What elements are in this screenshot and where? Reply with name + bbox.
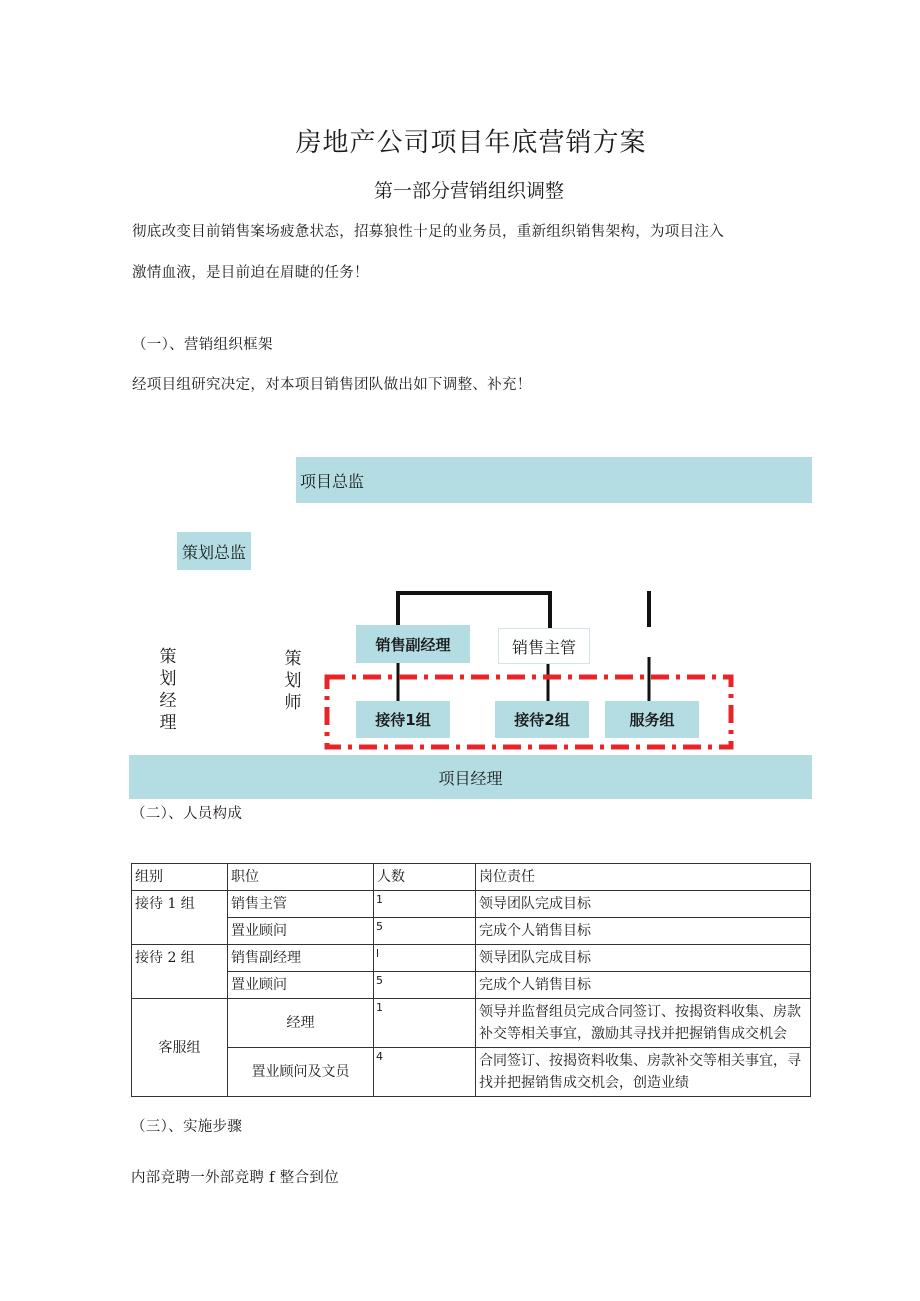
cell-position: 置业顾问 <box>228 972 374 999</box>
planning-manager-text: 策划经理 <box>159 647 177 733</box>
header-group: 组别 <box>132 864 228 891</box>
connector-bracket <box>398 593 550 629</box>
table-row <box>132 918 811 945</box>
cell-group: 接待 2 组 <box>132 945 228 999</box>
cell-count: 5 <box>374 918 476 945</box>
cell-duty: 领导团队完成目标 <box>476 945 811 972</box>
cell-duty: 完成个人销售目标 <box>476 918 811 945</box>
planning-director-label: 策划总监 <box>181 542 246 562</box>
header-count: 人数 <box>374 864 476 891</box>
part-title: 第一部分营销组织调整 <box>373 180 564 202</box>
table-row <box>132 999 811 1048</box>
cell-count: 5 <box>374 972 476 999</box>
cell-position: 销售主管 <box>228 891 374 918</box>
header-position: 职位 <box>228 864 374 891</box>
section-1-text: 经项目组研究决定，对本项目销售团队做出如下调整、补充！ <box>132 377 532 393</box>
cell-group: 客服组 <box>132 999 228 1097</box>
reception-group-1-label: 接待1组 <box>375 711 431 729</box>
director-box <box>296 457 812 503</box>
section-3-heading: （三）、实施步骤 <box>131 1119 243 1135</box>
cell-position: 经理 <box>228 999 374 1048</box>
deputy-sales-manager-box <box>356 625 470 663</box>
intro-line-2: 激情血液，是目前迫在眉睫的任务！ <box>132 265 369 281</box>
reception-group-2-box <box>495 701 589 738</box>
table-row <box>132 972 811 999</box>
header-duty: 岗位责任 <box>476 864 811 891</box>
cell-count: 1 <box>374 999 476 1048</box>
service-group-box <box>605 701 699 738</box>
cell-position: 置业顾问及文员 <box>228 1048 374 1097</box>
project-manager-label: 项目经理 <box>438 768 503 788</box>
intro-line-1: 彻底改变目前销售案场疲惫状态，招募狼性十足的业务员，重新组织销售架构，为项目注入 <box>132 224 724 240</box>
table-row <box>132 891 811 918</box>
sales-supervisor-box <box>498 628 590 664</box>
staff-table <box>131 863 811 1097</box>
planner-text: 策划师 <box>284 649 302 713</box>
sales-supervisor-label: 销售主管 <box>511 637 576 657</box>
planning-manager-label <box>158 646 178 734</box>
cell-position: 销售副经理 <box>228 945 374 972</box>
table-header-row <box>132 864 811 891</box>
reception-group-1-box <box>356 701 450 738</box>
cell-duty: 领导并监督组员完成合同签订、按揭资料收集、房款补交等相关事宜，激励其寻找并把握销售成交机会 <box>476 999 811 1048</box>
director-label: 项目总监 <box>300 471 365 491</box>
document-title: 房地产公司项目年底营销方案 <box>295 128 647 158</box>
service-group-label: 服务组 <box>629 711 675 729</box>
cell-count: 4 <box>374 1048 476 1097</box>
section-3-text: 内部竞聘一外部竞聘 f 整合到位 <box>131 1170 339 1186</box>
section-1-heading: （一）、营销组织框架 <box>132 337 273 353</box>
cell-duty: 领导团队完成目标 <box>476 891 811 918</box>
cell-position: 置业顾问 <box>228 918 374 945</box>
planner-label <box>283 648 303 714</box>
planning-director-box <box>177 532 251 570</box>
cell-duty: 合同签订、按揭资料收集、房款补交等相关事宜，寻找并把握销售成交机会，创造业绩 <box>476 1048 811 1097</box>
reception-group-2-label: 接待2组 <box>514 711 570 729</box>
cell-group: 接待 1 组 <box>132 891 228 945</box>
project-manager-box <box>129 755 812 799</box>
cell-duty: 完成个人销售目标 <box>476 972 811 999</box>
cell-count: 1 <box>374 891 476 918</box>
deputy-sales-manager-label: 销售副经理 <box>375 635 451 654</box>
table-row <box>132 945 811 972</box>
cell-count: l <box>374 945 476 972</box>
table-row <box>132 1048 811 1097</box>
section-2-heading: （二）、人员构成 <box>131 806 243 822</box>
